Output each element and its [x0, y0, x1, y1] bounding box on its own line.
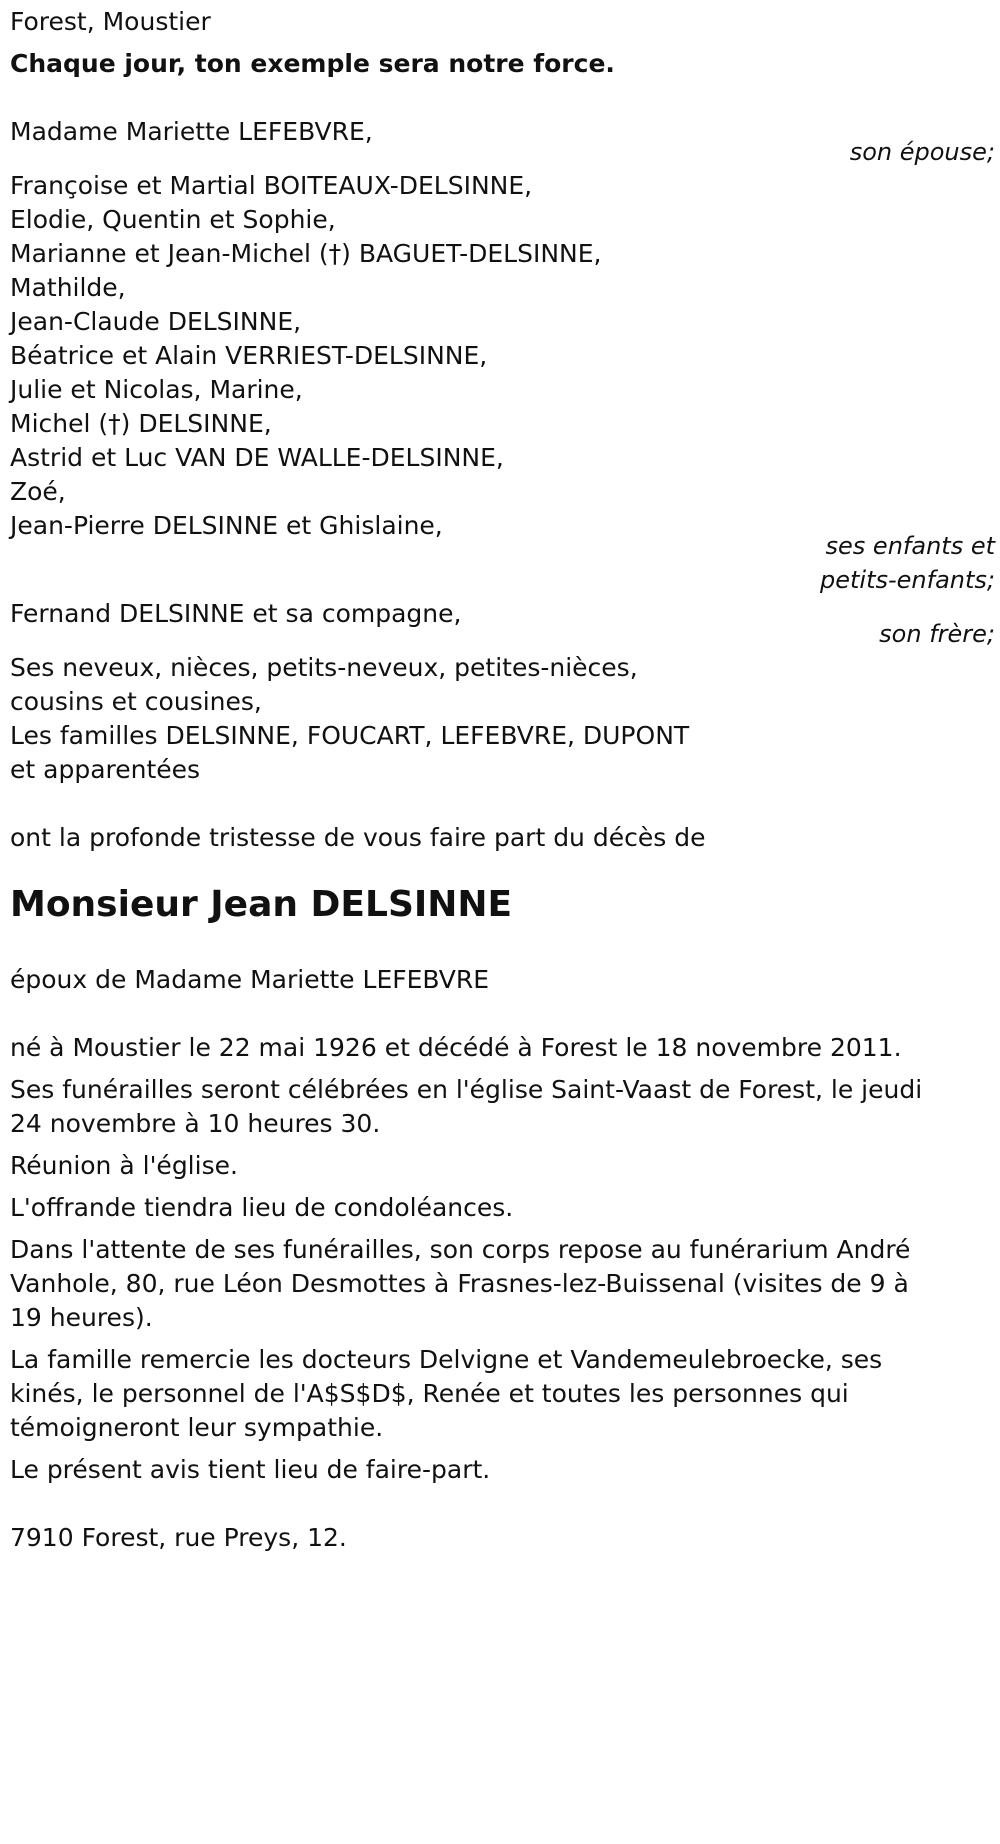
child-line: Astrid et Luc VAN DE WALLE-DELSINNE, [10, 443, 504, 472]
brother-relation: son frère; [879, 620, 995, 648]
extended-family-line: et apparentées [10, 755, 201, 784]
child-line: Michel (†) DELSINNE, [10, 409, 272, 438]
child-line: Françoise et Martial BOITEAUX-DELSINNE, [10, 171, 533, 200]
child-line: Béatrice et Alain VERRIEST-DELSINNE, [10, 341, 488, 370]
motto-line: Chaque jour, ton exemple sera notre force. [10, 49, 615, 78]
extended-family-line: Ses neveux, nièces, petits-neveux, petites-nièces, [10, 653, 638, 682]
offering-line: L'offrande tiendra lieu de condoléances. [10, 1193, 514, 1222]
meeting-line: Réunion à l'église. [10, 1151, 238, 1180]
wife-relation: son épouse; [849, 138, 995, 166]
thanks-line: kinés, le personnel de l'A$S$D$, Renée et toutes les personnes qui [10, 1379, 849, 1408]
children-relation: ses enfants et [825, 532, 995, 560]
child-line: Marianne et Jean-Michel (†) BAGUET-DELSINNE, [10, 239, 602, 268]
child-line: Jean-Claude DELSINNE, [10, 307, 302, 336]
location-line: Forest, Moustier [10, 7, 211, 36]
repose-line: 19 heures). [10, 1303, 153, 1332]
spouse-line: époux de Madame Mariette LEFEBVRE [10, 965, 490, 994]
thanks-line: témoigneront leur sympathie. [10, 1413, 384, 1442]
repose-line: Dans l'attente de ses funérailles, son corps repose au funérarium André [10, 1235, 911, 1264]
announcement-line: ont la profonde tristesse de vous faire part du décès de [10, 823, 706, 852]
child-line: Zoé, [10, 477, 66, 506]
child-line: Mathilde, [10, 273, 126, 302]
children-relation: petits-enfants; [820, 566, 995, 594]
extended-family-line: cousins et cousines, [10, 687, 262, 716]
address-line: 7910 Forest, rue Preys, 12. [10, 1523, 347, 1552]
thanks-line: La famille remercie les docteurs Delvigne et Vandemeulebroecke, ses [10, 1345, 883, 1374]
funeral-line: 24 novembre à 10 heures 30. [10, 1109, 381, 1138]
child-line: Julie et Nicolas, Marine, [10, 375, 303, 404]
child-line: Jean-Pierre DELSINNE et Ghislaine, [10, 511, 443, 540]
extended-family-line: Les familles DELSINNE, FOUCART, LEFEBVRE, DUPONT [10, 721, 690, 750]
child-line: Elodie, Quentin et Sophie, [10, 205, 336, 234]
deceased-name: Monsieur Jean DELSINNE [10, 884, 513, 925]
repose-line: Vanhole, 80, rue Léon Desmottes à Frasnes-lez-Buissenal (visites de 9 à [10, 1269, 909, 1298]
birth-death-line: né à Moustier le 22 mai 1926 et décédé à Forest le 18 novembre 2011. [10, 1033, 902, 1062]
notice-line: Le présent avis tient lieu de faire-part. [10, 1455, 491, 1484]
wife-line: Madame Mariette LEFEBVRE, [10, 117, 373, 146]
brother-line: Fernand DELSINNE et sa compagne, [10, 599, 462, 628]
funeral-line: Ses funérailles seront célébrées en l'église Saint-Vaast de Forest, le jeudi [10, 1075, 923, 1104]
